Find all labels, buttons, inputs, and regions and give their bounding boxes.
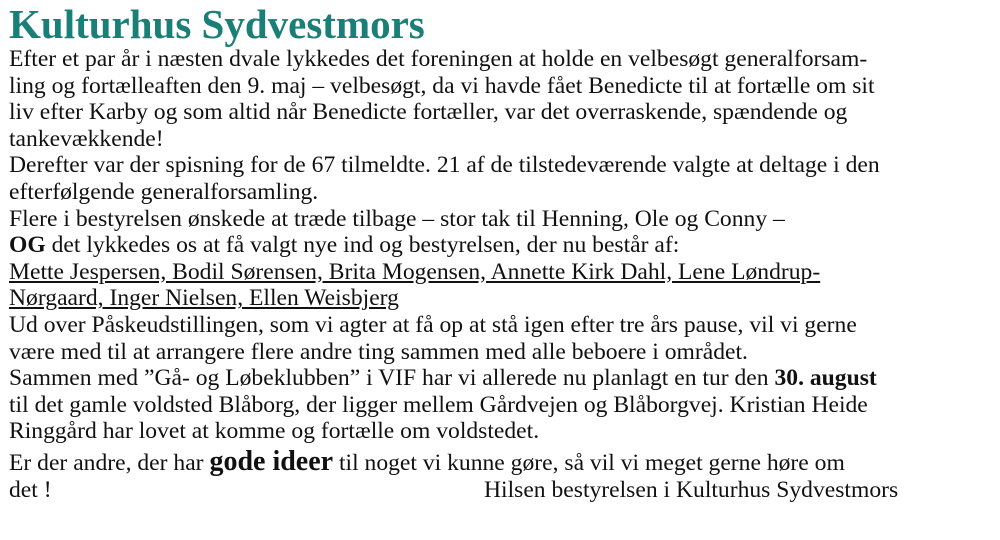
text-segment: Sammen med ”Gå- og Løbeklubben” i VIF har vi allerede nu planlagt en tur den xyxy=(9,365,775,392)
text-line: liv efter Karby og som altid når Benedicte fortæller, var det overraskende, spændende og xyxy=(9,99,848,126)
text-segment: det lykkedes os at få valgt nye ind og bestyrelsen, der nu består af: xyxy=(45,232,680,259)
text-line: Flere i bestyrelsen ønskede at træde tilbage – stor tak til Henning, Ole og Conny – xyxy=(9,205,785,232)
text-segment: det ! xyxy=(9,476,52,503)
board-members-segment: Nørgaard, Inger Nielsen, Ellen Weisbjerg xyxy=(9,285,399,312)
text-segment: Er der andre, der har xyxy=(9,449,210,476)
paragraph-board xyxy=(9,206,994,312)
text-line: efterfølgende generalforsamling. xyxy=(9,178,319,205)
text-line: være med til at arrangere flere andre ting sammen med alle beboere i området. xyxy=(9,338,748,365)
text-line: Derefter var der spisning for de 67 tilmeldte. 21 af de tilstedeværende valgte at deltage i den xyxy=(9,152,880,179)
text-line: Ud over Påskeudstillingen, som vi agter at få op at stå igen efter tre års pause, vil vi gerne xyxy=(9,311,857,338)
paragraph-easter xyxy=(9,312,994,365)
text-line: Ringgård har lovet at komme og fortælle om voldstedet. xyxy=(9,418,540,445)
ideas-emphasis: gode ideer xyxy=(209,445,334,477)
board-members-line xyxy=(9,285,994,312)
article-title: Kulturhus Sydvestmors xyxy=(9,1,425,47)
text-line: ling og fortælleaften den 9. maj – velbesøgt, da vi havde fået Benedicte til at fortælle om sit xyxy=(9,72,875,99)
text-line: til det gamle voldsted Blåborg, der ligger mellem Gårdvejen og Blåborgvej. Kristian Heide xyxy=(9,391,868,418)
board-members-line: Mette Jespersen, Bodil Sørensen, Brita Mogensen, Annette Kirk Dahl, Lene Løndrup- xyxy=(9,258,821,285)
article xyxy=(9,0,994,503)
signature: Hilsen bestyrelsen i Kulturhus Sydvestmors xyxy=(484,476,899,503)
text-line xyxy=(9,477,994,504)
text-line xyxy=(9,232,994,259)
trip-date: 30. august xyxy=(774,365,877,392)
og-emphasis: OG xyxy=(9,232,46,259)
paragraph-intro xyxy=(9,46,994,152)
text-line xyxy=(9,445,994,477)
text-line xyxy=(9,365,994,392)
paragraph-trip xyxy=(9,365,994,445)
text-line: tankevækkende! xyxy=(9,125,164,152)
text-line: Efter et par år i næsten dvale lykkedes det foreningen at holde en velbesøgt generalforsam- xyxy=(9,46,868,72)
paragraph-dinner xyxy=(9,152,994,205)
paragraph-ideas xyxy=(9,445,994,503)
text-segment: til noget vi kunne gøre, så vil vi meget gerne høre om xyxy=(333,449,845,476)
